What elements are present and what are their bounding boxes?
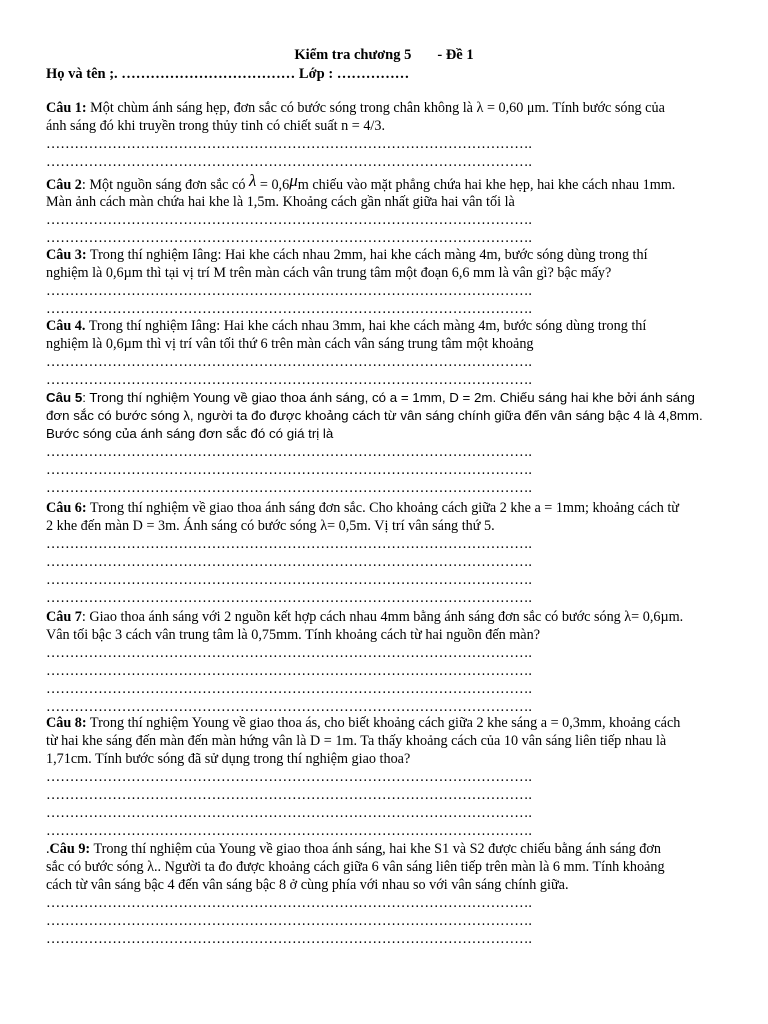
question-text: Trong thí nghiệm Iâng: Hai khe cách nhau 2mm, hai khe cách màng 4m, bước sóng dùng trong thí bbox=[86, 247, 648, 263]
question-3 bbox=[46, 246, 736, 318]
question-text: = 0,6 bbox=[256, 177, 290, 193]
question-label: Câu 7 bbox=[46, 609, 82, 625]
question-label: Câu 1: bbox=[46, 100, 87, 116]
question-6 bbox=[46, 499, 736, 607]
question-label: Câu 8: bbox=[46, 715, 87, 731]
answer-line[interactable]: …………………………………………………………………………………………. bbox=[46, 823, 532, 839]
answer-line[interactable]: …………………………………………………………………………………………. bbox=[46, 283, 532, 299]
answer-line[interactable]: …………………………………………………………………………………………. bbox=[46, 154, 532, 170]
answer-line[interactable]: …………………………………………………………………………………………. bbox=[46, 480, 532, 496]
answer-line[interactable]: …………………………………………………………………………………………. bbox=[46, 681, 532, 697]
answer-line[interactable]: …………………………………………………………………………………………. bbox=[46, 645, 532, 661]
question-label: Câu 9: bbox=[49, 841, 91, 857]
question-text: Màn ảnh cách màn chứa hai khe là 1,5m. Khoảng cách gần nhất giữa hai vân tối là bbox=[46, 194, 515, 210]
question-text: Bước sóng của ánh sáng đơn sắc đó có giá trị là bbox=[46, 426, 334, 441]
answer-line[interactable]: …………………………………………………………………………………………. bbox=[46, 895, 532, 911]
question-text: Vân tối bậc 3 cách vân trung tâm là 0,75mm. Tính khoảng cách từ hai nguồn đến màn? bbox=[46, 627, 540, 643]
answer-line[interactable]: …………………………………………………………………………………………. bbox=[46, 931, 532, 947]
question-text: Trong thí nghiệm về giao thoa ánh sáng đơn sắc. Cho khoảng cách giữa 2 khe a = 1mm; khoảng cách từ bbox=[86, 500, 679, 516]
question-label: Câu 5 bbox=[46, 390, 83, 405]
test-code: - Đề 1 bbox=[437, 47, 474, 63]
question-4 bbox=[46, 317, 736, 389]
answer-line[interactable]: …………………………………………………………………………………………. bbox=[46, 769, 532, 785]
answer-line[interactable]: …………………………………………………………………………………………. bbox=[46, 554, 532, 570]
question-text: Trong thí nghiệm Young về giao thoa ás, cho biết khoảng cách giữa 2 khe sáng a = 0,3mm, khoảng cách bbox=[86, 715, 681, 731]
answer-line[interactable]: …………………………………………………………………………………………. bbox=[46, 590, 532, 606]
lambda-symbol: λ bbox=[248, 171, 257, 190]
answer-line[interactable]: …………………………………………………………………………………………. bbox=[46, 572, 532, 588]
question-text: 2 khe đến màn D = 3m. Ánh sáng có bước sóng λ= 0,5m. Vị trí vân sáng thứ 5. bbox=[46, 518, 495, 534]
question-text: nghiệm là 0,6µm thì tại vị trí M trên màn cách vân trung tâm một đoạn 6,6 mm là vân gì? bậc mấy? bbox=[46, 265, 612, 281]
mu-symbol: μ bbox=[289, 171, 298, 190]
question-9 bbox=[46, 840, 736, 948]
answer-line[interactable]: …………………………………………………………………………………………. bbox=[46, 444, 532, 460]
answer-line[interactable]: …………………………………………………………………………………………. bbox=[46, 230, 532, 246]
question-text: nghiệm là 0,6µm thì vị trí vân tối thứ 6 trên màn cách vân sáng trung tâm một khoảng bbox=[46, 336, 534, 352]
answer-line[interactable]: …………………………………………………………………………………………. bbox=[46, 354, 532, 370]
question-text: sắc có bước sóng λ.. Người ta đo được khoảng cách giữa 6 vân sáng liên tiếp trên màn là 6 mm. Tính khoảng bbox=[46, 859, 665, 875]
answer-line[interactable]: …………………………………………………………………………………………. bbox=[46, 663, 532, 679]
question-text: Một chùm ánh sáng hẹp, đơn sắc có bước sóng trong chân không là λ = 0,60 μm. Tính bước sóng của bbox=[86, 100, 665, 116]
answer-line[interactable]: …………………………………………………………………………………………. bbox=[46, 212, 532, 228]
question-text: : Giao thoa ánh sáng với 2 nguồn kết hợp cách nhau 4mm bằng ánh sáng đơn sắc có bước sóng λ= 0,6µm. bbox=[81, 609, 684, 625]
answer-line[interactable]: …………………………………………………………………………………………. bbox=[46, 372, 532, 388]
answer-line[interactable]: …………………………………………………………………………………………. bbox=[46, 787, 532, 803]
answer-line[interactable]: …………………………………………………………………………………………. bbox=[46, 301, 532, 317]
question-text: Trong thí nghiệm Iâng: Hai khe cách nhau 3mm, hai khe cách màng 4m, bước sóng dùng trong thí bbox=[85, 318, 647, 334]
question-5 bbox=[46, 389, 736, 497]
student-info-line: Họ và tên ;. ……………………………… Lớp : …………… bbox=[46, 66, 410, 82]
question-text: ánh sáng đó khi truyền trong thủy tinh có chiết suất n = 4/3. bbox=[46, 118, 385, 134]
test-title: Kiểm tra chương 5 bbox=[294, 47, 412, 63]
answer-line[interactable]: …………………………………………………………………………………………. bbox=[46, 536, 532, 552]
answer-line[interactable]: …………………………………………………………………………………………. bbox=[46, 913, 532, 929]
question-text: Trong thí nghiệm của Young về giao thoa ánh sáng, hai khe S1 và S2 được chiếu bằng ánh sáng đơn bbox=[90, 841, 661, 857]
question-text: : Trong thí nghiệm Young về giao thoa ánh sáng, có a = 1mm, D = 2m. Chiếu sáng hai khe bởi ánh sáng bbox=[82, 390, 695, 405]
question-text: : Một nguồn sáng đơn sắc có bbox=[81, 177, 249, 193]
answer-line[interactable]: …………………………………………………………………………………………. bbox=[46, 699, 532, 715]
question-text: cách từ vân sáng bậc 4 đến vân sáng bậc 8 ở cùng phía với nhau so với vân sáng chính giữa. bbox=[46, 877, 569, 893]
question-7 bbox=[46, 608, 736, 716]
question-2 bbox=[46, 171, 736, 247]
question-text: m chiếu vào mặt phẳng chứa hai khe hẹp, hai khe cách nhau 1mm. bbox=[297, 177, 676, 193]
answer-line[interactable]: …………………………………………………………………………………………. bbox=[46, 805, 532, 821]
question-label: Câu 2 bbox=[46, 177, 82, 193]
answer-line[interactable]: …………………………………………………………………………………………. bbox=[46, 136, 532, 152]
question-1 bbox=[46, 99, 736, 171]
page-title bbox=[0, 47, 768, 64]
question-8 bbox=[46, 714, 736, 840]
question-label: Câu 6: bbox=[46, 500, 87, 516]
question-prefix: . bbox=[46, 841, 50, 857]
question-text: 1,71cm. Tính bước sóng đã sử dụng trong thí nghiệm giao thoa? bbox=[46, 751, 411, 767]
question-label: Câu 4. bbox=[46, 318, 86, 334]
question-text: từ hai khe sáng đến màn đến màn hứng vân là D = 1m. Ta thấy khoảng cách của 10 vân sáng liên tiếp nhau là bbox=[46, 733, 667, 749]
question-text: đơn sắc có bước sóng λ, người ta đo được khoảng cách từ vân sáng chính giữa đến vân sáng bậc 4 là 4,8mm. bbox=[46, 408, 703, 423]
question-label: Câu 3: bbox=[46, 247, 87, 263]
answer-line[interactable]: …………………………………………………………………………………………. bbox=[46, 462, 532, 478]
